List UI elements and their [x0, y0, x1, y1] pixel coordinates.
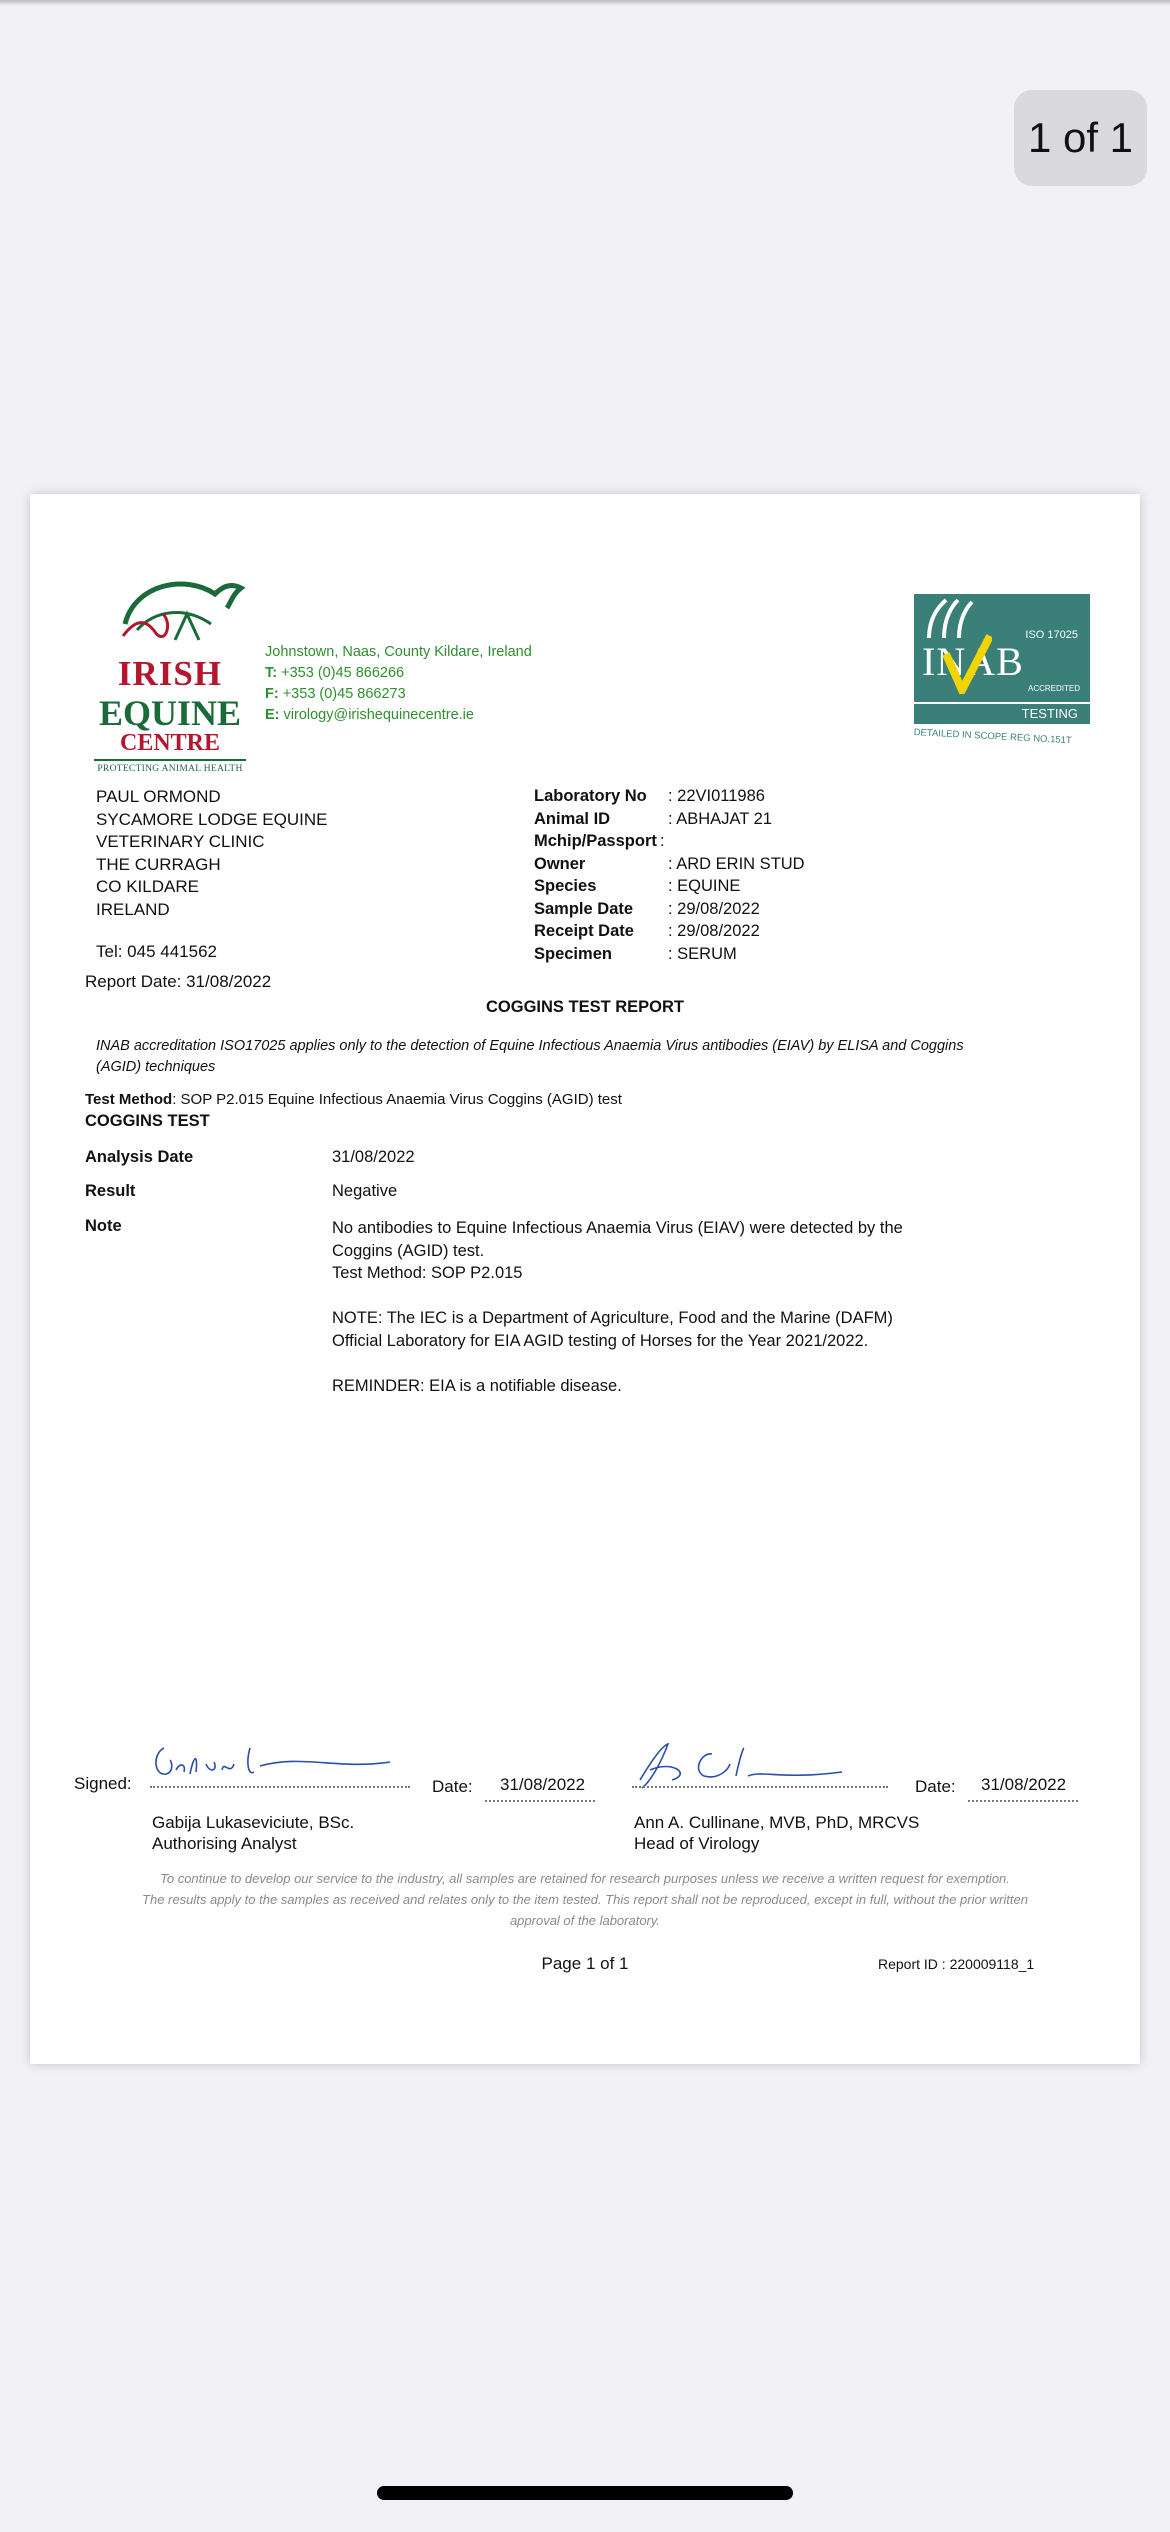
logo-word-irish: IRISH [117, 654, 223, 693]
recipient-line: VETERINARY CLINIC [96, 832, 265, 851]
status-bar-shade [0, 0, 1170, 6]
report-date: Report Date: 31/08/2022 [85, 972, 272, 991]
accreditation-note: INAB accreditation ISO17025 applies only to the detection of Equine Infectious Anaemia Virus antibodies (EIAV) by ELISA and Coggins (AGID) techniques [96, 1038, 964, 1075]
analyst-signature [150, 1740, 410, 1784]
checkmark-icon [942, 634, 992, 694]
inab-badge: ISO 17025 INAB ACCREDITED [914, 594, 1090, 702]
report-id: Report ID : 220009118_1 [878, 1956, 1035, 1972]
document-page[interactable] [30, 494, 1140, 2064]
wheat-icon [924, 598, 994, 638]
inab-scope-label: DETAILED IN SCOPE REG NO.151T [913, 727, 1072, 747]
signature-line [632, 1786, 888, 1788]
signed-label: Signed: [74, 1774, 132, 1793]
report-title: COGGINS TEST REPORT [485, 998, 685, 1016]
note-line: NOTE: The IEC is a Department of Agriculture, Food and the Marine (DAFM) Official Laboratory for EIA AGID testing of Horses for the Year 2021/2022. [332, 1309, 893, 1350]
note-label: Note [85, 1217, 122, 1235]
irish-equine-centre-logo [90, 554, 250, 774]
lab-email: E: virology@irishequinecentre.ie [265, 707, 474, 723]
date-line [485, 1800, 595, 1802]
recipient-line: IRELAND [96, 899, 170, 919]
result-label: Result [85, 1182, 136, 1200]
note-text [332, 1217, 932, 1420]
home-indicator[interactable] [377, 2486, 793, 2500]
disclaimer [130, 1868, 1040, 1931]
disclaimer-line: To continue to develop our service to the industry, all samples are retained for research purposes unless we receive a written request for exemption. [160, 1871, 1010, 1886]
virology-signer [634, 1812, 919, 1854]
lab-info-row: Animal ID : ABHAJAT 21 [534, 809, 772, 828]
recipient-tel: Tel: 045 441562 [96, 942, 217, 961]
logo-divider [94, 759, 246, 761]
note-line: Test Method: SOP P2.015 [332, 1264, 523, 1282]
lab-info-row: Sample Date : 29/08/2022 [534, 899, 760, 918]
lab-phone: T: +353 (0)45 866266 [265, 665, 405, 681]
date-line [968, 1800, 1078, 1802]
note-line: No antibodies to Equine Infectious Anaemia Virus (EIAV) were detected by the Coggins (AGID) test. [332, 1219, 903, 1260]
page-indicator: 1 of 1 [1014, 90, 1147, 186]
recipient-line: THE CURRAGH [96, 854, 221, 874]
lab-info-row: Species : EQUINE [534, 877, 741, 895]
note-line: REMINDER: EIA is a notifiable disease. [332, 1376, 622, 1395]
recipient-address [96, 786, 327, 921]
analysis-date-value: 31/08/2022 [332, 1148, 415, 1166]
test-method: Test Method: SOP P2.015 Equine Infectious Anaemia Virus Coggins (AGID) test [85, 1091, 622, 1108]
recipient-line: SYCAMORE LODGE EQUINE [96, 809, 328, 829]
inab-accreditation-logo [913, 594, 1092, 747]
logo-tagline: PROTECTING ANIMAL HEALTH [97, 764, 243, 774]
lab-info-row: Owner : ARD ERIN STUD [534, 854, 805, 873]
lab-info-row: Laboratory No : 22VI011986 [534, 787, 765, 805]
analyst-sign-date: 31/08/2022 [500, 1775, 586, 1794]
lab-address: Johnstown, Naas, County Kildare, Ireland [265, 644, 532, 660]
lab-info-table [534, 787, 805, 967]
virology-name: Ann A. Cullinane, MVB, PhD, MRCVS [634, 1813, 920, 1832]
lab-info-row: Receipt Date : 29/08/2022 [534, 922, 760, 940]
date-label: Date: [432, 1777, 473, 1796]
analyst-signer [152, 1812, 354, 1854]
recipient-line: CO KILDARE [96, 877, 199, 896]
result-value: Negative [332, 1182, 398, 1200]
section-title: COGGINS TEST [85, 1112, 210, 1130]
page-number: Page 1 of 1 [541, 1954, 629, 1973]
disclaimer-line: The results apply to the samples as received and relates only to the item tested. This report shall not be reproduced, except in full, without the prior written approval of the laboratory. [142, 1892, 1028, 1928]
lab-info-row: Mchip/Passport : [534, 832, 665, 850]
virology-sign-date: 31/08/2022 [981, 1775, 1067, 1794]
analyst-name: Gabija Lukaseviciute, BSc. [152, 1813, 355, 1832]
recipient-line: PAUL ORMOND [96, 787, 221, 806]
lab-info-row: Specimen : SERUM [534, 944, 737, 963]
lab-fax: F: +353 (0)45 866273 [265, 686, 406, 702]
horse-logo-icon [115, 554, 245, 654]
logo-word-equine: EQUINE [98, 693, 242, 733]
logo-word-centre: CENTRE [119, 730, 221, 756]
inab-testing-label: TESTING [914, 704, 1090, 724]
analysis-date-label: Analysis Date [85, 1148, 194, 1166]
virology-role: Head of Virology [634, 1834, 760, 1853]
signature-line [150, 1786, 410, 1788]
date-label: Date: [915, 1777, 956, 1796]
head-of-virology-signature [632, 1740, 882, 1790]
lab-contact-block [265, 642, 532, 726]
analyst-role: Authorising Analyst [152, 1834, 297, 1853]
